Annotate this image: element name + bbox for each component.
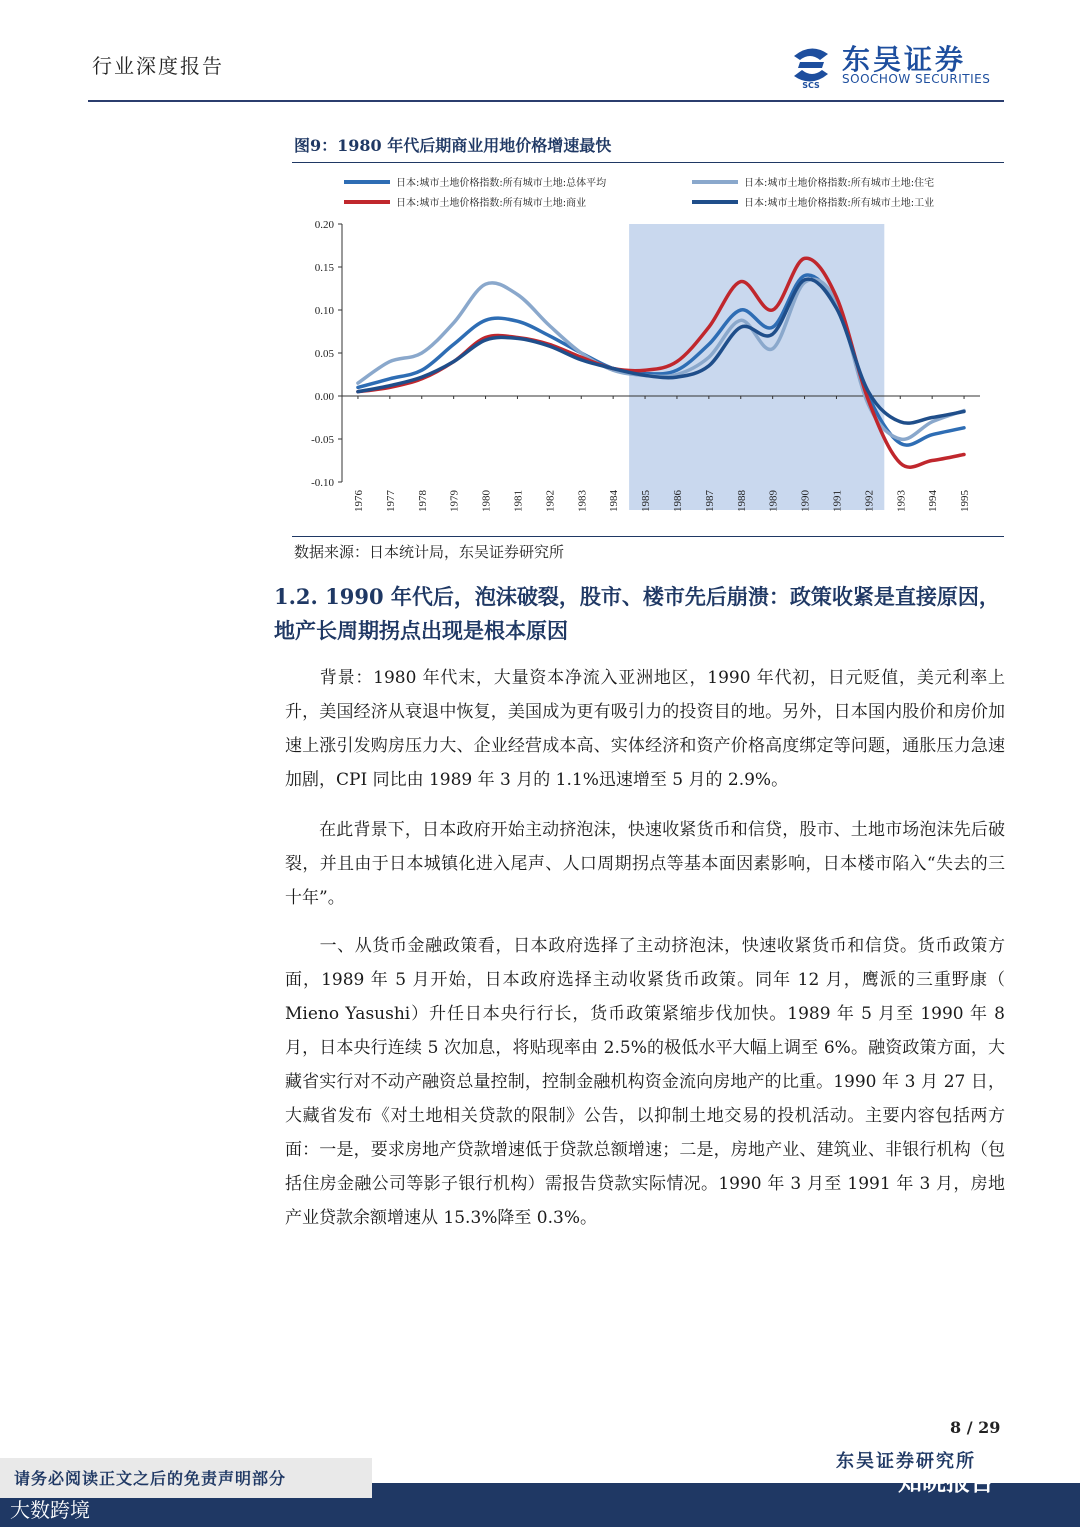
- y-tick-label: 0.05: [314, 348, 334, 360]
- x-tick-label: 1984: [608, 490, 621, 512]
- y-tick-label: -0.05: [311, 434, 334, 446]
- x-tick-label: 1993: [895, 490, 908, 512]
- x-tick-label: 1981: [512, 490, 525, 512]
- paragraph-background: 背景：1980 年代末，大量资本净流入亚洲地区，1990 年代初，日元贬值，美元利率上升，美国经济从衰退中恢复，美国成为更有吸引力的投资目的地。另外，日本国内股价和房价加速上涨引发购房压力大、企业经营成本高、实体经济和资产价格高度绑定等问题，通胀压力急速加剧，CPI 同比由 1989 年 3 月的 1.1%迅速增至 5 月的 2.9%。: [285, 668, 1005, 790]
- header-divider: [88, 100, 1004, 102]
- x-tick-label: 1985: [640, 490, 653, 512]
- legend-label-4: 日本:城市土地价格指数:所有城市土地:工业: [744, 198, 935, 209]
- footer-brand: 东吴证券研究所: [836, 1451, 976, 1472]
- y-tick-label: 0.10: [314, 305, 334, 317]
- figure-title: 图9：1980 年代后期商业用地价格增速最快: [294, 136, 612, 155]
- soochow-logo: [786, 38, 1006, 96]
- x-tick-label: 1992: [863, 490, 876, 512]
- x-tick-label: 1988: [735, 490, 748, 512]
- x-tick-label: 1976: [352, 490, 365, 512]
- x-tick-label: 1983: [576, 490, 589, 512]
- watermark-left: 大数跨境: [10, 1498, 90, 1522]
- svg-text:SCS: SCS: [802, 81, 820, 90]
- x-tick-label: 1978: [416, 490, 429, 512]
- logo-chinese-name: 东吴证券: [842, 43, 967, 76]
- watermark-right: 知晓报告: [898, 1468, 994, 1496]
- y-tick-label: 0.00: [314, 391, 334, 403]
- x-tick-label: 1995: [959, 490, 972, 512]
- scs-logo-icon: [786, 40, 836, 90]
- paragraph-context: 在此背景下，日本政府开始主动挤泡沫，快速收紧货币和信贷，股市、土地市场泡沫先后破裂，并且由于日本城镇化进入尾声、人口周期拐点等基本面因素影响，日本楼市陷入“失去的三十年”。: [285, 820, 1005, 908]
- x-tick-label: 1987: [703, 490, 716, 512]
- figure-top-rule: [292, 162, 1004, 163]
- legend-label-1: 日本:城市土地价格指数:所有城市土地:总体平均: [396, 178, 607, 189]
- figure-bottom-rule: [292, 536, 1004, 537]
- x-tick-label: 1979: [448, 490, 461, 512]
- section-heading: 1.2. 1990 年代后，泡沫破裂，股市、楼市先后崩溃：政策收紧是直接原因，地产长周期拐点出现是根本原因: [274, 584, 1000, 643]
- legend-label-3: 日本:城市土地价格指数:所有城市土地:商业: [396, 198, 587, 209]
- report-type-label: 行业深度报告: [92, 54, 224, 78]
- x-tick-label: 1990: [799, 490, 812, 512]
- x-tick-label: 1994: [927, 490, 940, 512]
- y-tick-label: 0.20: [314, 219, 334, 231]
- x-tick-label: 1989: [767, 490, 780, 512]
- y-tick-label: 0.15: [314, 262, 334, 274]
- legend-label-2: 日本:城市土地价格指数:所有城市土地:住宅: [744, 178, 935, 189]
- logo-english-name: SOOCHOW SECURITIES: [842, 72, 991, 86]
- x-tick-label: 1986: [671, 490, 684, 512]
- x-tick-label: 1982: [544, 490, 557, 512]
- disclaimer-text: 请务必阅读正文之后的免责声明部分: [14, 1469, 287, 1488]
- figure-source: 数据来源：日本统计局，东吴证券研究所: [294, 543, 565, 561]
- x-tick-label: 1977: [384, 490, 397, 512]
- y-tick-label: -0.10: [311, 477, 334, 489]
- x-tick-label: 1980: [480, 490, 493, 512]
- land-price-line-chart: [292, 164, 1004, 536]
- x-tick-label: 1991: [831, 490, 844, 512]
- paragraph-monetary-policy: 一、从货币金融政策看，日本政府选择了主动挤泡沫，快速收紧货币和信贷。货币政策方面，1989 年 5 月开始，日本政府选择主动收紧货币政策。同年 12 月，鹰派的三重野康（ Mieno Yasushi）升任日本央行行长，货币政策紧缩步伐加快。1989 年 5 月至 1990 年 8 月，日本央行连续 5 次加息，将贴现率由 2.5%的极低水平大幅上调至 6%。融资政策方面，大藏省实行对不动产融资总量控制，控制金融机构资金流向房地产的比重。1990 年 3 月 27 日，大藏省发布《对土地相关贷款的限制》公告，以抑制土地交易的投机活动。主要内容包括两方面：一是，要求房地产贷款增速低于贷款总额增速；二是，房地产业、建筑业、非银行机构（包括住房金融公司等影子银行机构）需报告贷款实际情况。1990 年 3 月至 1991 年 3 月，房地产业贷款余额增速从 15.3%降至 0.3%。: [285, 936, 1005, 1228]
- page-number: 8 / 29: [950, 1418, 1001, 1437]
